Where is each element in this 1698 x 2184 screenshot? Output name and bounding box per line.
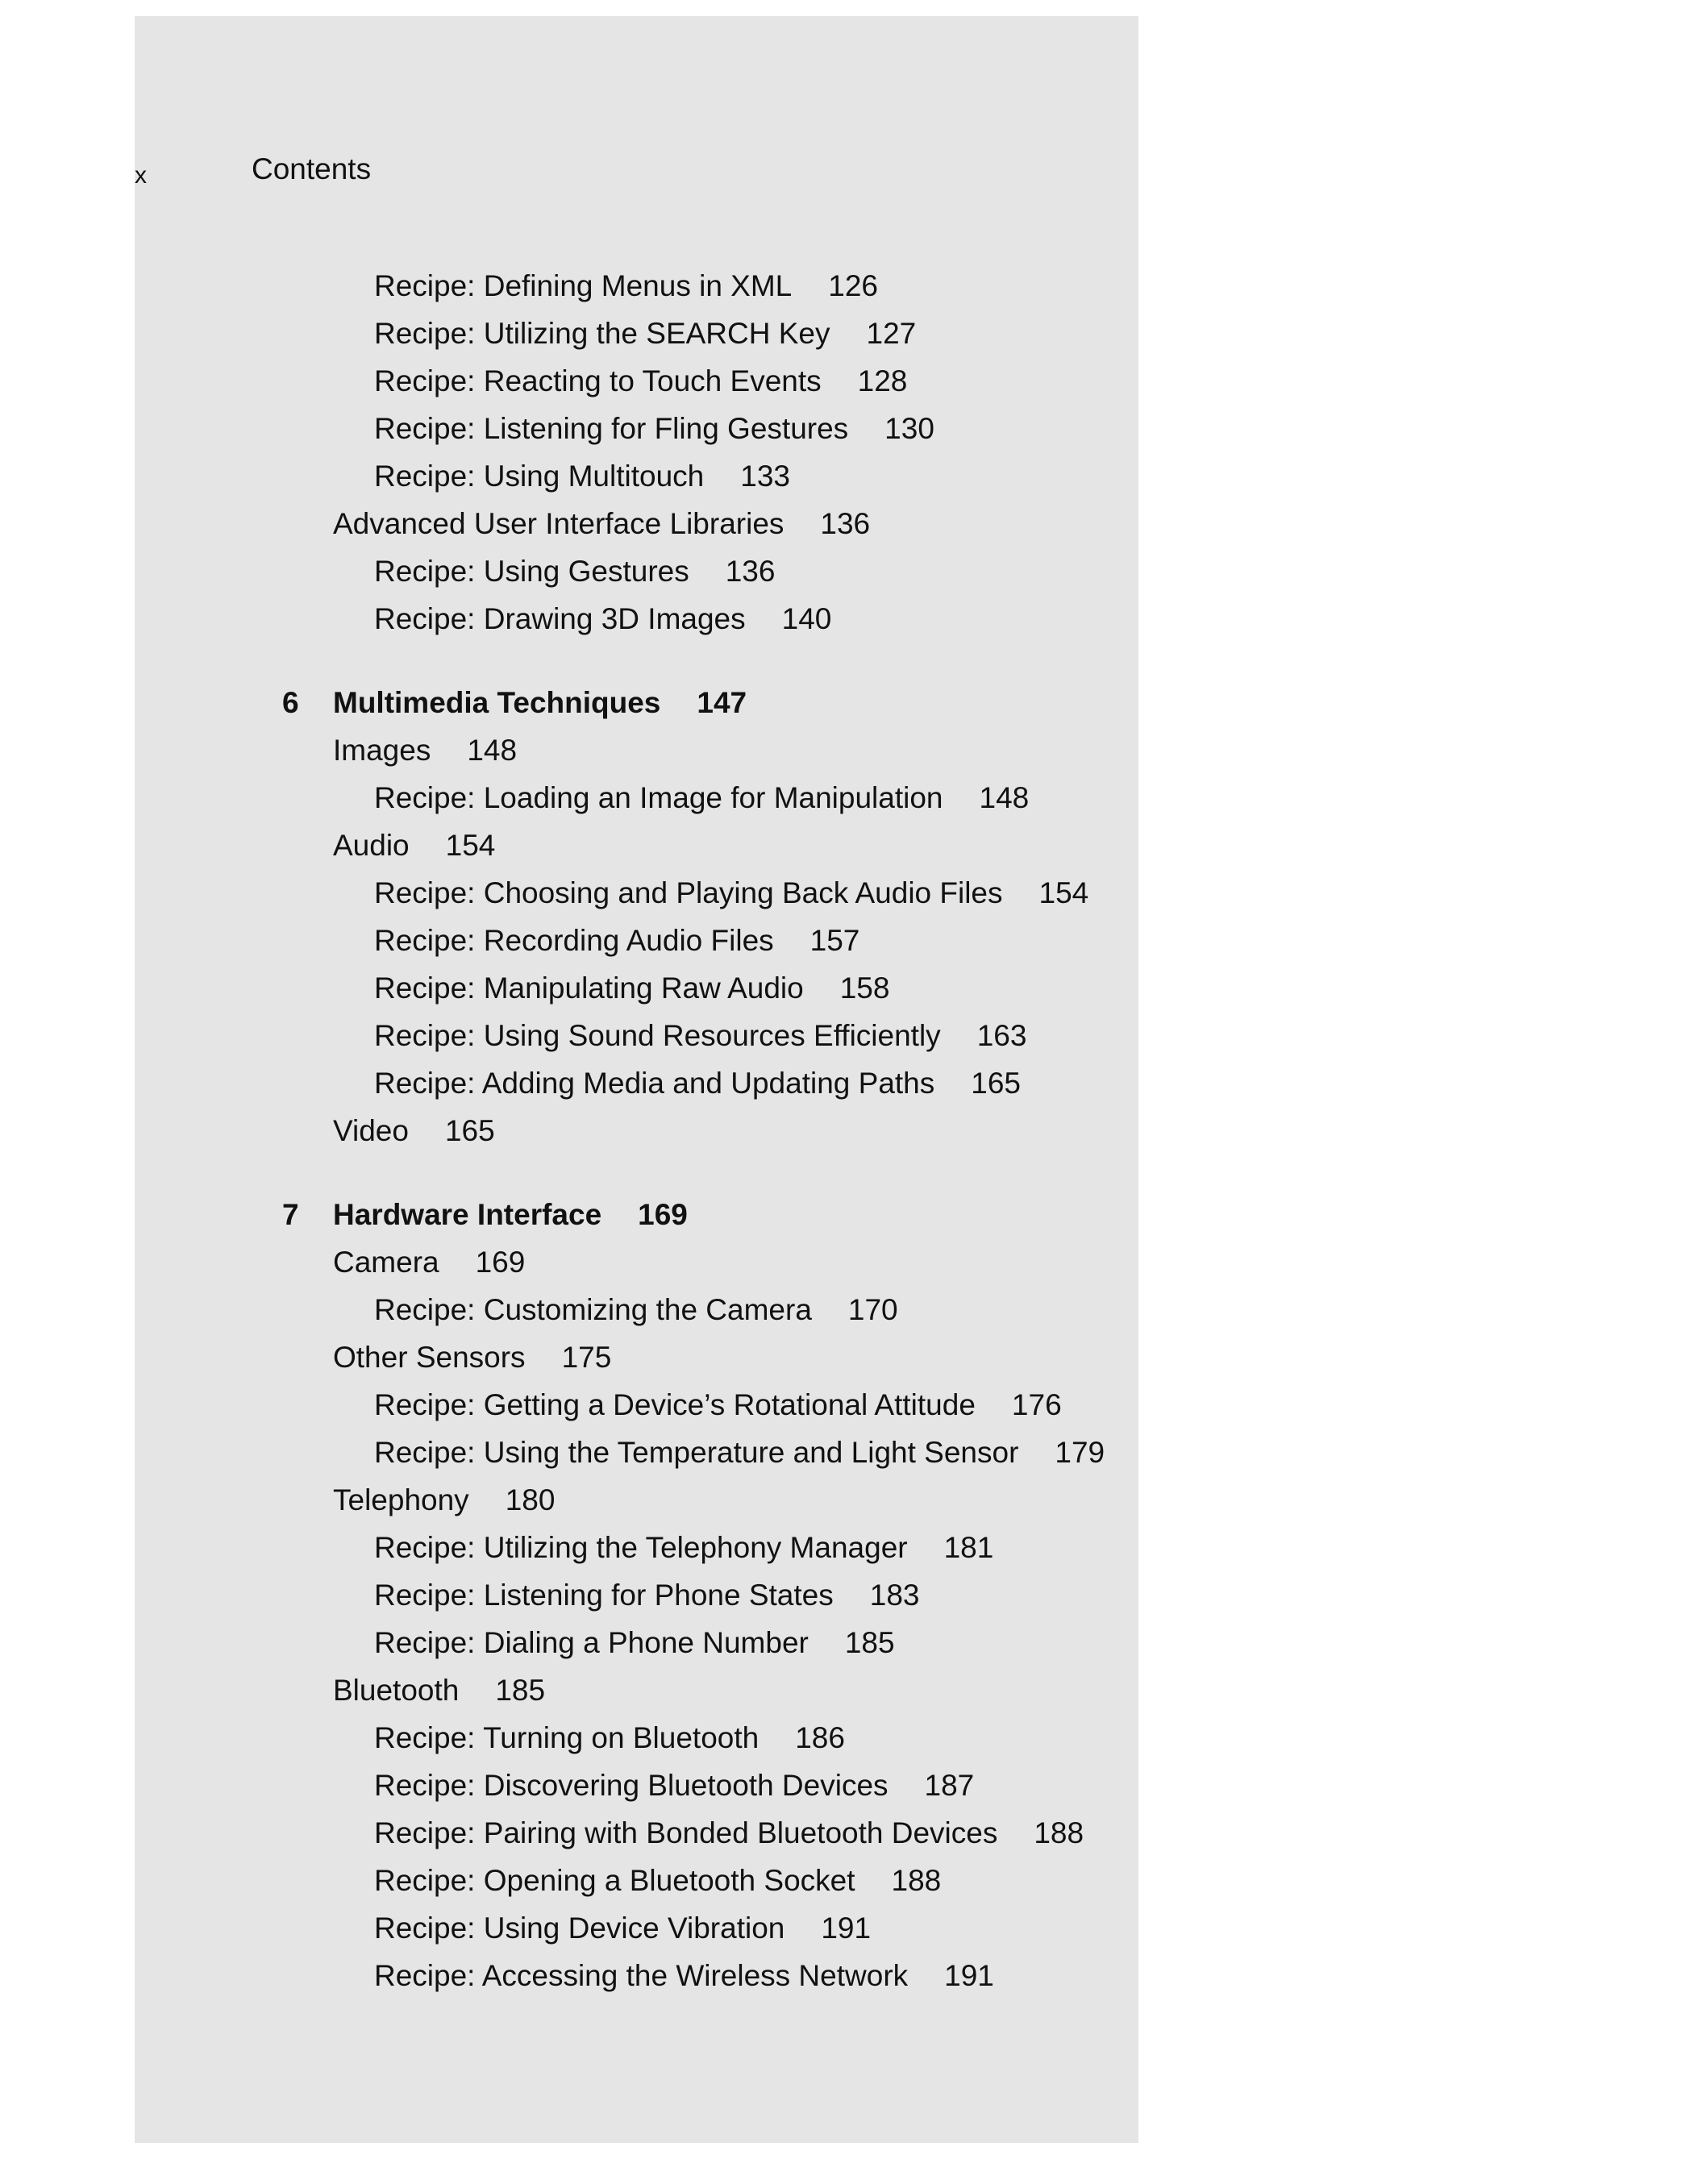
toc-entry-section	[135, 822, 1138, 869]
toc-entry-title: Advanced User Interface Libraries	[333, 507, 784, 540]
toc-entry-title: Recipe: Drawing 3D Images	[374, 602, 746, 635]
toc-entry-section	[135, 1238, 1138, 1286]
toc-page-number: 176	[1011, 1388, 1062, 1421]
toc-page-number: 175	[561, 1341, 612, 1374]
toc-page-number: 147	[697, 686, 747, 719]
toc-page-number: 191	[821, 1912, 872, 1945]
toc-entry-title: Audio	[333, 829, 410, 862]
book-page	[135, 16, 1138, 2143]
toc-page-number: 179	[1055, 1436, 1105, 1469]
toc-entry-recipe	[135, 1857, 1138, 1904]
toc-entry-section	[135, 726, 1138, 774]
toc-page-number: 163	[976, 1019, 1027, 1052]
toc-entry-recipe	[135, 1904, 1138, 1952]
stray-mark: x	[135, 162, 147, 189]
toc-page-number: 181	[943, 1531, 994, 1564]
toc-entry-chapter	[135, 679, 1138, 726]
toc-entry-title: Recipe: Dialing a Phone Number	[374, 1626, 809, 1659]
toc-entry-recipe	[135, 1809, 1138, 1857]
toc-entry-title: Recipe: Loading an Image for Manipulation	[374, 781, 943, 814]
chapter-number: 7	[282, 1198, 299, 1231]
toc-entry-title: Recipe: Accessing the Wireless Network	[374, 1959, 909, 1992]
toc-entry-title: Recipe: Turning on Bluetooth	[374, 1721, 760, 1754]
toc-entry-section	[135, 1666, 1138, 1714]
toc-page-number: 148	[979, 781, 1030, 814]
toc-page-number: 188	[891, 1864, 942, 1897]
toc-entry-title: Other Sensors	[333, 1341, 526, 1374]
toc-entry-title: Recipe: Listening for Phone States	[374, 1579, 834, 1612]
toc-entry-recipe	[135, 917, 1138, 964]
toc-page-number: 191	[944, 1959, 994, 1992]
toc-entry-title: Recipe: Using the Temperature and Light Sensor	[374, 1436, 1019, 1469]
toc-entry-title: Recipe: Utilizing the SEARCH Key	[374, 317, 830, 350]
toc-entry-title: Recipe: Pairing with Bonded Bluetooth Devices	[374, 1816, 998, 1849]
toc-entry-title: Recipe: Manipulating Raw Audio	[374, 971, 804, 1005]
toc-entry-recipe	[135, 1524, 1138, 1571]
chapter-number: 6	[282, 686, 299, 719]
toc-page-number: 130	[884, 412, 934, 445]
toc-entry-title: Telephony	[333, 1483, 469, 1516]
toc-page-number: 169	[475, 1246, 526, 1279]
toc-entry-recipe	[135, 1762, 1138, 1809]
toc-entry-title: Recipe: Using Sound Resources Efficiently	[374, 1019, 941, 1052]
toc-entry-recipe	[135, 547, 1138, 595]
toc-entry-section	[135, 1333, 1138, 1381]
toc-entry-recipe	[135, 774, 1138, 822]
running-head: Contents	[252, 152, 372, 185]
toc-page-number: 148	[467, 734, 518, 767]
toc-entry-recipe	[135, 357, 1138, 405]
toc-entry-recipe	[135, 1059, 1138, 1107]
toc-page-number: 126	[828, 269, 878, 302]
toc-page-number: 140	[781, 602, 832, 635]
toc-entry-title: Recipe: Getting a Device’s Rotational Attitude	[374, 1388, 976, 1421]
toc-page-number: 158	[839, 971, 890, 1005]
toc-entry-section	[135, 1107, 1138, 1154]
toc-entry-title: Recipe: Listening for Fling Gestures	[374, 412, 849, 445]
toc-page-number: 183	[869, 1579, 920, 1612]
toc-page-number: 157	[809, 924, 860, 957]
toc-page-number: 188	[1034, 1816, 1084, 1849]
toc-entry-recipe	[135, 1952, 1138, 1999]
toc-entry-recipe	[135, 1286, 1138, 1333]
toc-entry-title: Images	[333, 734, 431, 767]
toc-entry-recipe	[135, 595, 1138, 643]
toc-entry-recipe	[135, 1012, 1138, 1059]
toc-entry-recipe	[135, 1571, 1138, 1619]
toc-entry-title: Bluetooth	[333, 1674, 460, 1707]
toc-page-number: 170	[847, 1293, 898, 1326]
toc-entry-title: Camera	[333, 1246, 439, 1279]
toc-entry-chapter	[135, 1191, 1138, 1238]
toc-page-number: 127	[866, 317, 917, 350]
toc-page-number: 186	[795, 1721, 845, 1754]
toc-page-number: 154	[445, 829, 496, 862]
toc-entry-title: Recipe: Using Device Vibration	[374, 1912, 785, 1945]
toc-entry-recipe	[135, 262, 1138, 310]
toc-entry-recipe	[135, 1619, 1138, 1666]
toc-page-number: 154	[1038, 876, 1089, 909]
toc-page-number: 185	[844, 1626, 895, 1659]
toc-entry-title: Recipe: Recording Audio Files	[374, 924, 774, 957]
toc-entry-title: Recipe: Discovering Bluetooth Devices	[374, 1769, 889, 1802]
toc-page-number: 185	[495, 1674, 546, 1707]
toc-entry-title: Recipe: Using Multitouch	[374, 460, 705, 493]
toc-entry-recipe	[135, 1429, 1138, 1476]
toc-entry-title: Recipe: Using Gestures	[374, 555, 689, 588]
toc-entry-title: Recipe: Reacting to Touch Events	[374, 364, 822, 397]
toc-entry-title: Multimedia Techniques	[333, 686, 661, 719]
toc-entry-title: Recipe: Utilizing the Telephony Manager	[374, 1531, 908, 1564]
toc-entry-title: Recipe: Choosing and Playing Back Audio Files	[374, 876, 1003, 909]
toc-entry-recipe	[135, 964, 1138, 1012]
toc-page-number: 169	[638, 1198, 688, 1231]
toc-entry-title: Recipe: Customizing the Camera	[374, 1293, 812, 1326]
toc-entry-recipe	[135, 1714, 1138, 1762]
toc-entry-recipe	[135, 452, 1138, 500]
toc-entry-recipe	[135, 869, 1138, 917]
toc-page-number: 133	[740, 460, 790, 493]
toc-page-number: 165	[971, 1067, 1021, 1100]
toc-page-number: 128	[857, 364, 908, 397]
toc-page-number: 165	[444, 1114, 495, 1147]
toc-entry-recipe	[135, 1381, 1138, 1429]
toc-page-number: 187	[924, 1769, 975, 1802]
toc-entry-title: Hardware Interface	[333, 1198, 602, 1231]
toc-page-number: 136	[820, 507, 871, 540]
toc-entry-title: Recipe: Defining Menus in XML	[374, 269, 793, 302]
toc-entry-recipe	[135, 405, 1138, 452]
toc-entry-title: Recipe: Opening a Bluetooth Socket	[374, 1864, 855, 1897]
toc-entry-title: Video	[333, 1114, 409, 1147]
table-of-contents	[135, 262, 1138, 1999]
toc-page-number: 136	[725, 555, 776, 588]
toc-entry-title: Recipe: Adding Media and Updating Paths	[374, 1067, 935, 1100]
toc-entry-recipe	[135, 310, 1138, 357]
toc-page-number: 180	[505, 1483, 556, 1516]
toc-entry-section	[135, 500, 1138, 547]
toc-entry-section	[135, 1476, 1138, 1524]
